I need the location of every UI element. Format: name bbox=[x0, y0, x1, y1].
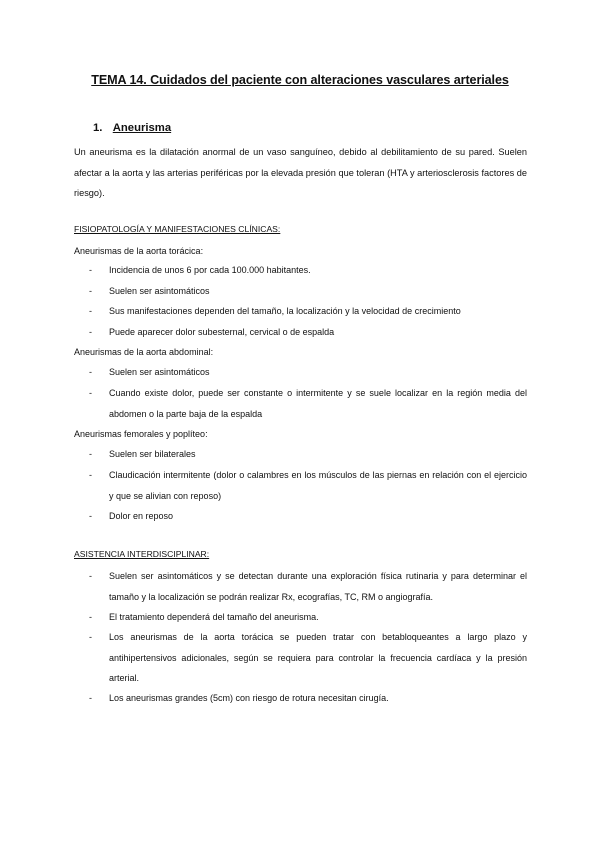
bullet-dash: - bbox=[89, 632, 92, 642]
bullet-dash: - bbox=[89, 265, 92, 275]
list-item-text: Claudicación intermitente (dolor o calambres en los músculos de las piernas en relación con el ejercicio y que se alivian con reposo) bbox=[109, 470, 527, 501]
list-item bbox=[89, 383, 527, 424]
list-item bbox=[89, 362, 527, 383]
toracica-label: Aneurismas de la aorta torácica: bbox=[74, 246, 204, 256]
list-item bbox=[89, 607, 527, 628]
list-item-text: Incidencia de unos 6 por cada 100.000 habitantes. bbox=[109, 265, 311, 275]
section-number: 1. bbox=[93, 122, 103, 134]
bullet-dash: - bbox=[89, 306, 92, 316]
list-item-text: Cuando existe dolor, puede ser constante o intermitente y se suele localizar en la región media del abdomen o la parte baja de la espalda bbox=[109, 388, 527, 419]
section-heading-aneurisma bbox=[93, 122, 171, 134]
list-item bbox=[89, 301, 527, 322]
list-item-text: Dolor en reposo bbox=[109, 511, 174, 521]
list-item-text: Suelen ser asintomáticos y se detectan durante una exploración física rutinaria y para determinar el tamaño y la localización se podrán realizar Rx, ecografías, TC, RM o angiografía. bbox=[109, 571, 527, 602]
list-item bbox=[89, 322, 527, 343]
bullet-dash: - bbox=[89, 693, 92, 703]
list-item-text: El tratamiento dependerá del tamaño del aneurisma. bbox=[109, 612, 319, 622]
bullet-dash: - bbox=[89, 286, 92, 296]
list-item-text: Puede aparecer dolor subesternal, cervical o de espalda bbox=[109, 327, 335, 337]
list-item bbox=[89, 444, 527, 465]
list-item bbox=[89, 506, 527, 527]
abdominal-label: Aneurismas de la aorta abdominal: bbox=[74, 347, 214, 357]
bullet-dash: - bbox=[89, 612, 92, 622]
bullet-dash: - bbox=[89, 470, 92, 480]
list-item bbox=[89, 566, 527, 607]
list-item-text: Suelen ser bilaterales bbox=[109, 449, 196, 459]
list-item-text: Suelen ser asintomáticos bbox=[109, 286, 210, 296]
bullet-dash: - bbox=[89, 327, 92, 337]
femorales-label: Aneurismas femorales y poplíteo: bbox=[74, 429, 208, 439]
list-item bbox=[89, 465, 527, 506]
list-item-text: Suelen ser asintomáticos bbox=[109, 367, 210, 377]
fisiopatologia-heading: FISIOPATOLOGÍA Y MANIFESTACIONES CLÍNICAS: bbox=[74, 224, 281, 234]
list-item bbox=[89, 260, 527, 281]
list-item-text: Los aneurismas de la aorta torácica se pueden tratar con betabloqueantes a largo plazo y antihipertensivos adicionales, según se requiera para controlar la frecuencia cardíaca y la presión arterial. bbox=[109, 632, 527, 683]
page-title: TEMA 14. Cuidados del paciente con alteraciones vasculares arteriales bbox=[91, 73, 509, 87]
bullet-dash: - bbox=[89, 449, 92, 459]
asistencia-heading: ASISTENCIA INTERDISCIPLINAR: bbox=[74, 549, 210, 559]
list-item-text: Sus manifestaciones dependen del tamaño, la localización y la velocidad de crecimiento bbox=[109, 306, 461, 316]
list-item bbox=[89, 281, 527, 302]
section-heading-label: Aneurisma bbox=[112, 122, 172, 134]
bullet-dash: - bbox=[89, 571, 92, 581]
bullet-dash: - bbox=[89, 367, 92, 377]
list-item-text: Los aneurismas grandes (5cm) con riesgo de rotura necesitan cirugía. bbox=[109, 693, 389, 703]
intro-paragraph: Un aneurisma es la dilatación anormal de un vaso sanguíneo, debido al debilitamiento de su pared. Suelen afectar a la aorta y las arterias periféricas por la elevada presión que toleran (HTA y arteriosclerosis factores de riesgo). bbox=[74, 147, 527, 198]
bullet-dash: - bbox=[89, 511, 92, 521]
list-item bbox=[89, 627, 527, 689]
list-item bbox=[89, 688, 527, 709]
bullet-dash: - bbox=[89, 388, 92, 398]
